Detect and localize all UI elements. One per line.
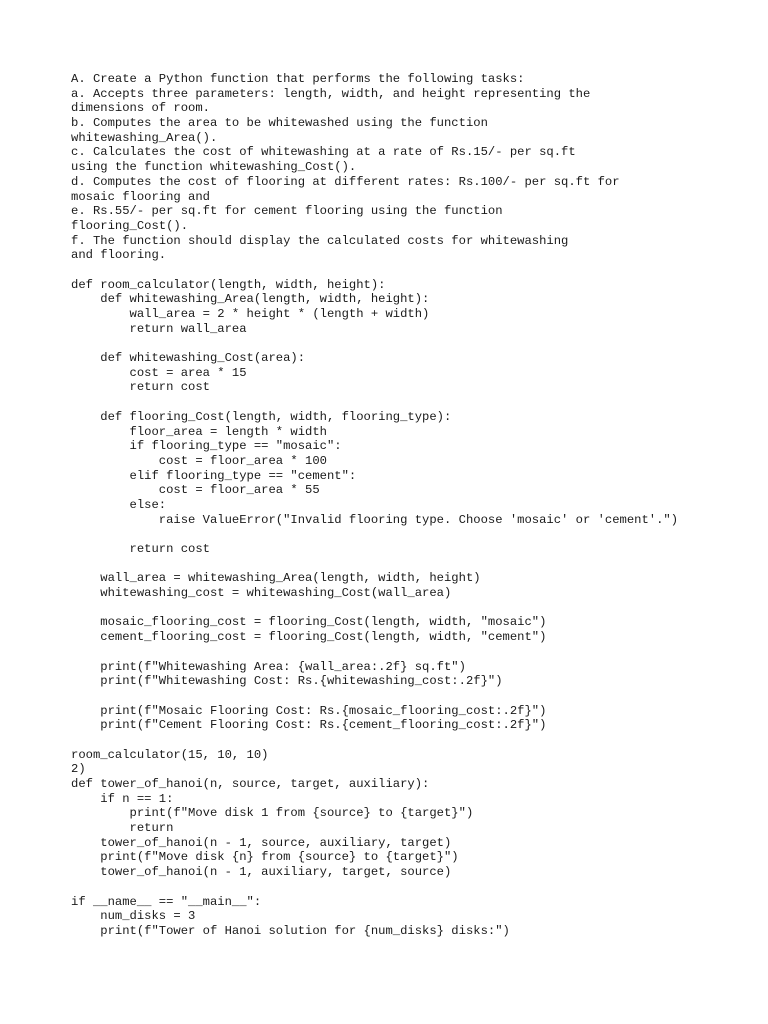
text-line: if n == 1: — [71, 791, 174, 806]
text-line: return wall_area — [71, 321, 247, 336]
text-line: print(f"Whitewashing Area: {wall_area:.2f} sq.ft") — [71, 659, 466, 674]
text-line: cost = floor_area * 55 — [71, 483, 320, 498]
text-line — [71, 336, 758, 351]
text-line: print(f"Move disk {n} from {source} to {target}") — [71, 850, 459, 865]
document-page — [71, 72, 758, 939]
text-line: and flooring. — [71, 248, 167, 263]
text-line: b. Computes the area to be whitewashed using the function — [71, 116, 488, 131]
text-line: d. Computes the cost of flooring at different rates: Rs.100/- per sq.ft for — [71, 174, 620, 189]
text-line: cement_flooring_cost = flooring_Cost(length, width, "cement") — [71, 630, 547, 645]
text-line — [71, 263, 758, 278]
text-line: cost = area * 15 — [71, 365, 247, 380]
text-line: floor_area = length * width — [71, 424, 327, 439]
text-line: e. Rs.55/- per sq.ft for cement flooring using the function — [71, 204, 503, 219]
text-line: tower_of_hanoi(n - 1, source, auxiliary, target) — [71, 835, 452, 850]
text-line: def whitewashing_Area(length, width, height): — [71, 292, 430, 307]
text-line: f. The function should display the calculated costs for whitewashing — [71, 233, 569, 248]
text-line: mosaic_flooring_cost = flooring_Cost(length, width, "mosaic") — [71, 615, 547, 630]
text-line: print(f"Move disk 1 from {source} to {target}") — [71, 806, 474, 821]
text-line: mosaic flooring and — [71, 189, 210, 204]
text-line: return cost — [71, 542, 210, 556]
text-line: if flooring_type == "mosaic": — [71, 439, 342, 454]
text-line: return cost — [71, 380, 210, 395]
text-line: wall_area = whitewashing_Area(length, width, height) — [71, 571, 481, 586]
text-line: 2) — [71, 762, 86, 777]
text-line: def room_calculator(length, width, height): — [71, 277, 386, 292]
text-line: return — [71, 821, 174, 836]
text-line: def tower_of_hanoi(n, source, target, auxiliary): — [71, 777, 430, 791]
text-line: c. Calculates the cost of whitewashing at a rate of Rs.15/- per sq.ft — [71, 145, 576, 160]
text-line: def whitewashing_Cost(area): — [71, 351, 306, 366]
text-line: room_calculator(15, 10, 10) — [71, 747, 269, 762]
text-line: flooring_Cost(). — [71, 218, 189, 233]
text-line: dimensions of room. — [71, 101, 210, 116]
text-line: A. Create a Python function that performs the following tasks: — [71, 72, 525, 86]
text-line: num_disks = 3 — [71, 909, 196, 924]
text-line — [71, 395, 758, 410]
text-line: if __name__ == "__main__": — [71, 894, 262, 909]
text-line — [71, 880, 758, 895]
text-line: tower_of_hanoi(n - 1, auxiliary, target, source) — [71, 865, 452, 880]
text-line: using the function whitewashing_Cost(). — [71, 160, 357, 175]
text-line: print(f"Tower of Hanoi solution for {num_disks} disks:") — [71, 923, 510, 938]
text-line — [71, 557, 758, 572]
text-line: def flooring_Cost(length, width, flooring_type): — [71, 409, 452, 424]
text-line — [71, 689, 758, 704]
text-line: print(f"Mosaic Flooring Cost: Rs.{mosaic_flooring_cost:.2f}") — [71, 703, 547, 718]
text-line: print(f"Whitewashing Cost: Rs.{whitewashing_cost:.2f}") — [71, 674, 503, 689]
text-line — [71, 733, 758, 748]
text-line: whitewashing_cost = whitewashing_Cost(wall_area) — [71, 586, 452, 601]
text-line: a. Accepts three parameters: length, width, and height representing the — [71, 86, 591, 101]
text-line: raise ValueError("Invalid flooring type. Choose 'mosaic' or 'cement'.") — [71, 512, 679, 527]
text-line: whitewashing_Area(). — [71, 130, 218, 145]
text-line — [71, 601, 758, 616]
text-line — [71, 527, 758, 542]
text-line: cost = floor_area * 100 — [71, 453, 327, 468]
text-line — [71, 645, 758, 660]
text-line: else: — [71, 497, 167, 512]
text-line: wall_area = 2 * height * (length + width) — [71, 307, 430, 321]
text-line: print(f"Cement Flooring Cost: Rs.{cement_flooring_cost:.2f}") — [71, 718, 547, 733]
text-line: elif flooring_type == "cement": — [71, 468, 357, 483]
